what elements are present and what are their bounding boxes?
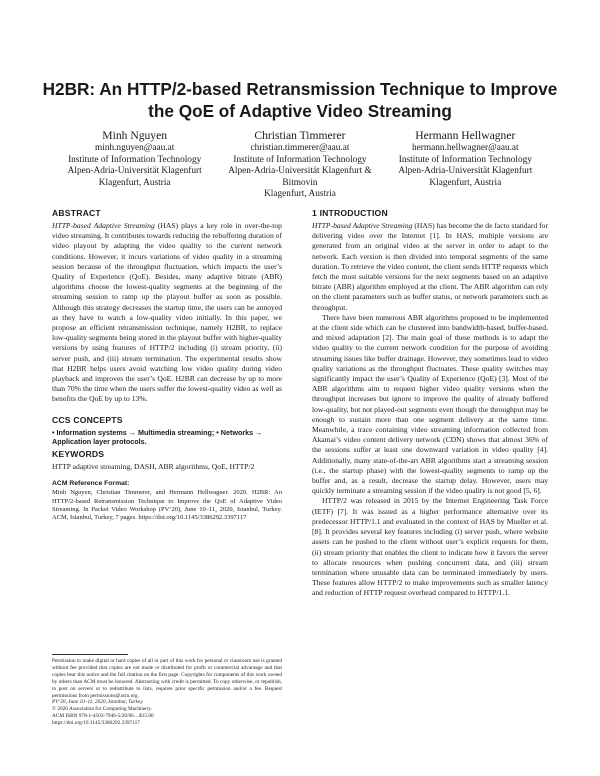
acm-reference-heading: ACM Reference Format: <box>52 480 130 488</box>
abstract-body: (HAS) plays a key role in over-the-top video streaming. It contributes towards reducing the rebuffering duration of video playout by adapting the video quality to the current network conditions. However, it incurs variations of video quality in a streaming session because of the throughput fluctuation, which impacts the user’s Quality of Experience (QoE). Besides, many adaptive bitrate (ABR) algorithms choose the lowest-quality segments at the beginning of the streaming session to ramp up the playout buffer as soon as possible. Although this strategy decreases the startup time, the users can be annoyed as they have to watch a low-quality video initially. In this paper, we propose an efficient retransmission technique, namely H2BR, to replace low-quality segments being stored in the playout buffer with higher-quality versions by using features of HTTP/2 including (i) stream priority, (ii) server push, and (iii) stream termination. The experimental results show that H2BR helps users avoid watching low video quality during video playback and improves the user’s QoE. H2BR can decrease by up to more than 70% the time when the users suffer the lowest-quality video as well as benefits the QoE by up to 13%. <box>52 221 282 404</box>
paper-title: H2BR: An HTTP/2-based Retransmission Technique to Improve the QoE of Adaptive Video Streaming <box>42 79 558 121</box>
author-2 <box>217 129 382 201</box>
author-name: Christian Timmerer <box>254 129 346 142</box>
copyright-line: © 2020 Association for Computing Machinery. <box>52 706 152 713</box>
author-affiliation: Institute of Information Technology <box>233 154 367 165</box>
keywords-heading: KEYWORDS <box>52 448 105 459</box>
footnote-divider <box>52 654 128 655</box>
author-affiliation: Klagenfurt, Austria <box>429 177 502 188</box>
author-1 <box>52 129 217 201</box>
intro-paragraph-3: HTTP/2 was released in 2015 by the Internet Engineering Task Force (IETF) [7]. It was issued as a higher performance alternative over its predecessor HTTP/1.1 and evaluated in the context of HAS by Mueller et al. [8]. It provides several key features including (i) server push, where website assets can be pushed to the client without user’s explicit requests for them, (ii) stream priority that enables the client to indicate how it favors the server to allocate resources when pushing concurrent data, and (iii) stream termination where unusable data can be terminated immediately by users. These features allow HTTP/2 to make improvements such as smaller latency and reduction of HTTP request overhead compared to HTTP/1.1. <box>312 496 548 598</box>
author-name: Hermann Hellwagner <box>415 129 516 142</box>
keywords-text: HTTP adaptive streaming, DASH, ABR algorithms, QoE, HTTP/2 <box>52 461 255 471</box>
permission-text: Permission to make digital or hard copies of all or part of this work for personal or classroom use is granted without fee provided that copies are not made or distributed for profit or commercial advantage and that copies bear this notice and the full citation on the first page. Copyrights for components of this work owned by others than ACM must be honored. Abstracting with credit is permitted. To copy otherwise, or republish, to post on servers or to redistribute to lists, requires prior specific permission and/or a fee. Request permissions from permissions@acm.org. <box>52 658 282 699</box>
intro-lead: HTTP-based Adaptive Streaming <box>312 221 413 230</box>
doi-link[interactable]: https://doi.org/10.1145/3386292.3397117 <box>52 720 140 727</box>
isbn-line: ACM ISBN 978-1-4503-7946-5/20/06…$15.00 <box>52 713 154 720</box>
author-email: minh.nguyen@aau.at <box>95 143 175 153</box>
author-affiliation: Alpen-Adria-Universität Klagenfurt <box>67 166 202 176</box>
author-affiliation: Institute of Information Technology <box>398 154 532 165</box>
author-affiliation: Institute of Information Technology <box>68 154 202 165</box>
ccs-text: • Information systems → Multimedia streaming; • Networks → Application layer protocols. <box>52 427 263 447</box>
intro-heading: 1 INTRODUCTION <box>312 208 388 218</box>
author-affiliation: Alpen-Adria-Universität Klagenfurt <box>398 166 533 176</box>
right-column <box>312 208 548 599</box>
intro-paragraph-1 <box>312 221 548 313</box>
author-affiliation: Alpen-Adria-Universität Klagenfurt & <box>228 166 372 176</box>
intro-paragraph-2: There have been numerous ABR algorithms proposed to be implemented at the client side which can be clustered into bandwidth-based, buffer-based, and mixed adaptation [2]. The main goal of these methods is to adapt the video quality to the current network condition for the purpose of avoiding streaming issues like buffer drainage. However, they sometimes lead to video quality variations as the throughput fluctuates. These quality switches may significantly impact the user’s Quality of Experience (QoE) [3]. Most of the ABR algorithms aim to request higher video quality versions when the throughput increases but ignore to improve the quality of already buffered low-quality, but not played-out segments even though the throughput may be enough to sustain more than one segment delivery at the same time. Meanwhile, a trace containing video streaming information collected from Akamai’s video content delivery network (CDN) shows that almost 36% of the sessions suffer at least one downward variation in video quality [4]. Additionally, many state-of-the-art ABR algorithms start a streaming session (i.e., the startup phase) with the lowest-quality segments to ramp up the buffer and, as a result, decrease the startup delay. However, users may quickly terminate a streaming session if the video quality is not good [5, 6]. <box>312 312 548 496</box>
intro-p1-body: (HAS) has become the de facto standard for delivering video over the Internet [1]. In HAS, multiple versions are generated from an original video at the server in order to adapt to the network. Each version is then divided into temporal segments of the same duration. To retrieve the video content, the client sends HTTP requests which fetch the most suitable versions for the next segments based on an adaptive bitrate (ABR) algorithm employed at the client. The ABR algorithm can rely on the client parameters such as buffer status, or network parameters such as throughput. <box>312 221 548 312</box>
ccs-concepts <box>52 428 282 447</box>
venue-line: PV’20, June 10–11, 2020, Istanbul, Turkey <box>52 699 143 706</box>
abstract-heading: ABSTRACT <box>52 208 101 218</box>
author-name: Minh Nguyen <box>102 129 168 142</box>
author-block <box>52 129 548 201</box>
abstract-text <box>52 221 282 405</box>
author-affiliation: Bitmovin <box>282 177 318 188</box>
ccs-heading: CCS CONCEPTS <box>52 414 123 425</box>
author-email: christian.timmerer@aau.at <box>250 143 350 153</box>
author-affiliation: Klagenfurt, Austria <box>264 189 336 199</box>
author-3 <box>383 129 548 201</box>
acm-reference-text: Minh Nguyen, Christian Timmerer, and Hermann Hellwagner. 2020. H2BR: An HTTP/2-based Retransmission Technique to Improve the QoE of Adaptive Video Streaming. In Packet Video Workshop (PV’20), June 10–11, 2020, Istanbul, Turkey. ACM, Istanbul, Turkey, 7 pages. https://doi.org/10.1145/3386292.3397117 <box>52 489 282 522</box>
author-email: hermann.hellwagner@aau.at <box>411 143 519 153</box>
author-affiliation: Klagenfurt, Austria <box>98 177 171 188</box>
left-column <box>52 208 282 523</box>
permission-notice <box>52 658 282 727</box>
abstract-lead: HTTP-based Adaptive Streaming <box>52 221 155 230</box>
